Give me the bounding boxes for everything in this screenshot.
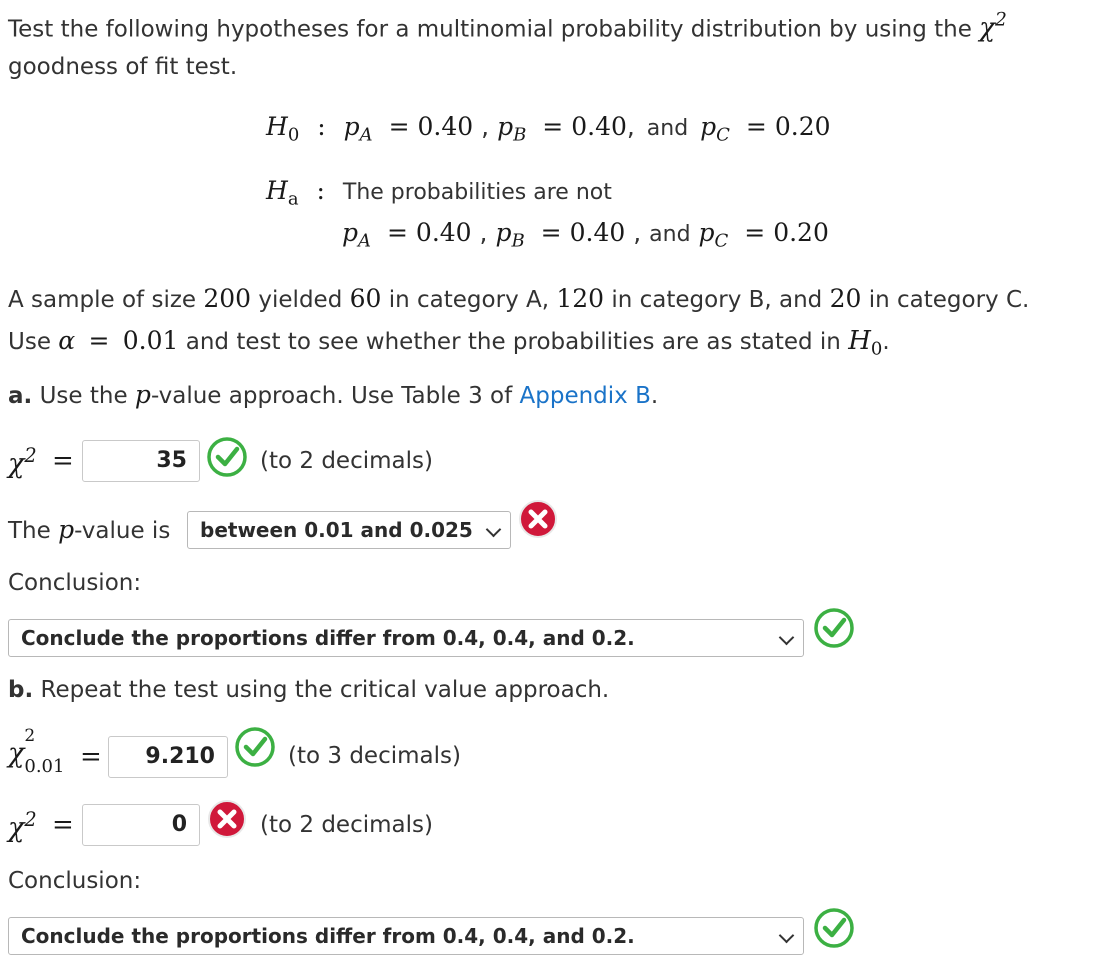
conclusion-select-b-value: Conclude the proportions differ from 0.4, 0.4, and 0.2. bbox=[21, 924, 635, 948]
part-b-heading: b. Repeat the test using the critical value approach. bbox=[8, 677, 610, 703]
alpha-line: Use α = 0.01 and test to see whether the probabilities are as stated in $H_0$. bbox=[8, 326, 890, 360]
conclusion-select-a-value: Conclude the proportions differ from 0.4, 0.4, and 0.2. bbox=[21, 626, 635, 650]
check-icon bbox=[813, 607, 855, 649]
chi-symbol: $\chi^2$ bbox=[979, 10, 1007, 44]
chevron-down-icon bbox=[779, 630, 795, 646]
critical-value-input[interactable]: 9.210 bbox=[108, 736, 228, 778]
chi-square-critical-label: χ 2 $_{0.01}$ bbox=[8, 726, 65, 777]
x-icon bbox=[517, 498, 559, 540]
appendix-b-link[interactable]: Appendix B bbox=[519, 383, 651, 409]
conclusion-label-a: Conclusion: bbox=[8, 570, 142, 596]
check-icon bbox=[813, 907, 855, 949]
chevron-down-icon bbox=[779, 928, 795, 944]
p-value-select-value: between 0.01 and 0.025 bbox=[200, 518, 473, 542]
chevron-down-icon bbox=[486, 522, 502, 538]
conclusion-label-b: Conclusion: bbox=[8, 868, 142, 894]
check-icon bbox=[234, 726, 276, 768]
chi-square-hint-b: (to 2 decimals) bbox=[260, 812, 433, 838]
p-value-label: The p-value is bbox=[8, 515, 171, 544]
p-value-select[interactable] bbox=[187, 511, 511, 549]
chi-square-input-b[interactable]: 0 bbox=[82, 804, 200, 846]
alternative-hypothesis: $H_a$ : The probabilities are not bbox=[266, 176, 612, 210]
sample-description: A sample of size 200 yielded 60 in category A, 120 in category B, and 20 in category C. bbox=[8, 284, 1030, 313]
x-icon bbox=[206, 798, 248, 840]
chi-square-label-b: $\chi^2$ bbox=[8, 808, 37, 844]
chi-square-label: $\chi^2$ bbox=[8, 444, 37, 480]
alternative-hypothesis-values: $p_A = 0.40$ , $p_B = 0.40$ , and $p_C = 0.20$ bbox=[342, 218, 829, 252]
intro-line1 bbox=[8, 10, 1007, 43]
critical-value-hint: (to 3 decimals) bbox=[288, 743, 461, 769]
chi-square-input[interactable]: 35 bbox=[82, 440, 200, 482]
equals-sign: = bbox=[52, 810, 74, 840]
null-hypothesis: $H_0$ : $p_A = 0.40$ , $p_B = 0.40$, and $p_C = 0.20$ bbox=[266, 112, 831, 146]
check-icon bbox=[206, 436, 248, 478]
part-a-heading: a. Use the p-value approach. Use Table 3 of Appendix B. bbox=[8, 380, 659, 409]
intro-text: Test the following hypotheses for a multinomial probability distribution by using the bbox=[8, 16, 972, 43]
conclusion-select-a[interactable] bbox=[8, 619, 804, 657]
conclusion-select-b[interactable] bbox=[8, 917, 804, 955]
equals-sign: = bbox=[80, 742, 102, 772]
intro-line2: goodness of fit test. bbox=[8, 54, 238, 80]
equals-sign: = bbox=[52, 446, 74, 476]
chi-square-hint: (to 2 decimals) bbox=[260, 448, 433, 474]
